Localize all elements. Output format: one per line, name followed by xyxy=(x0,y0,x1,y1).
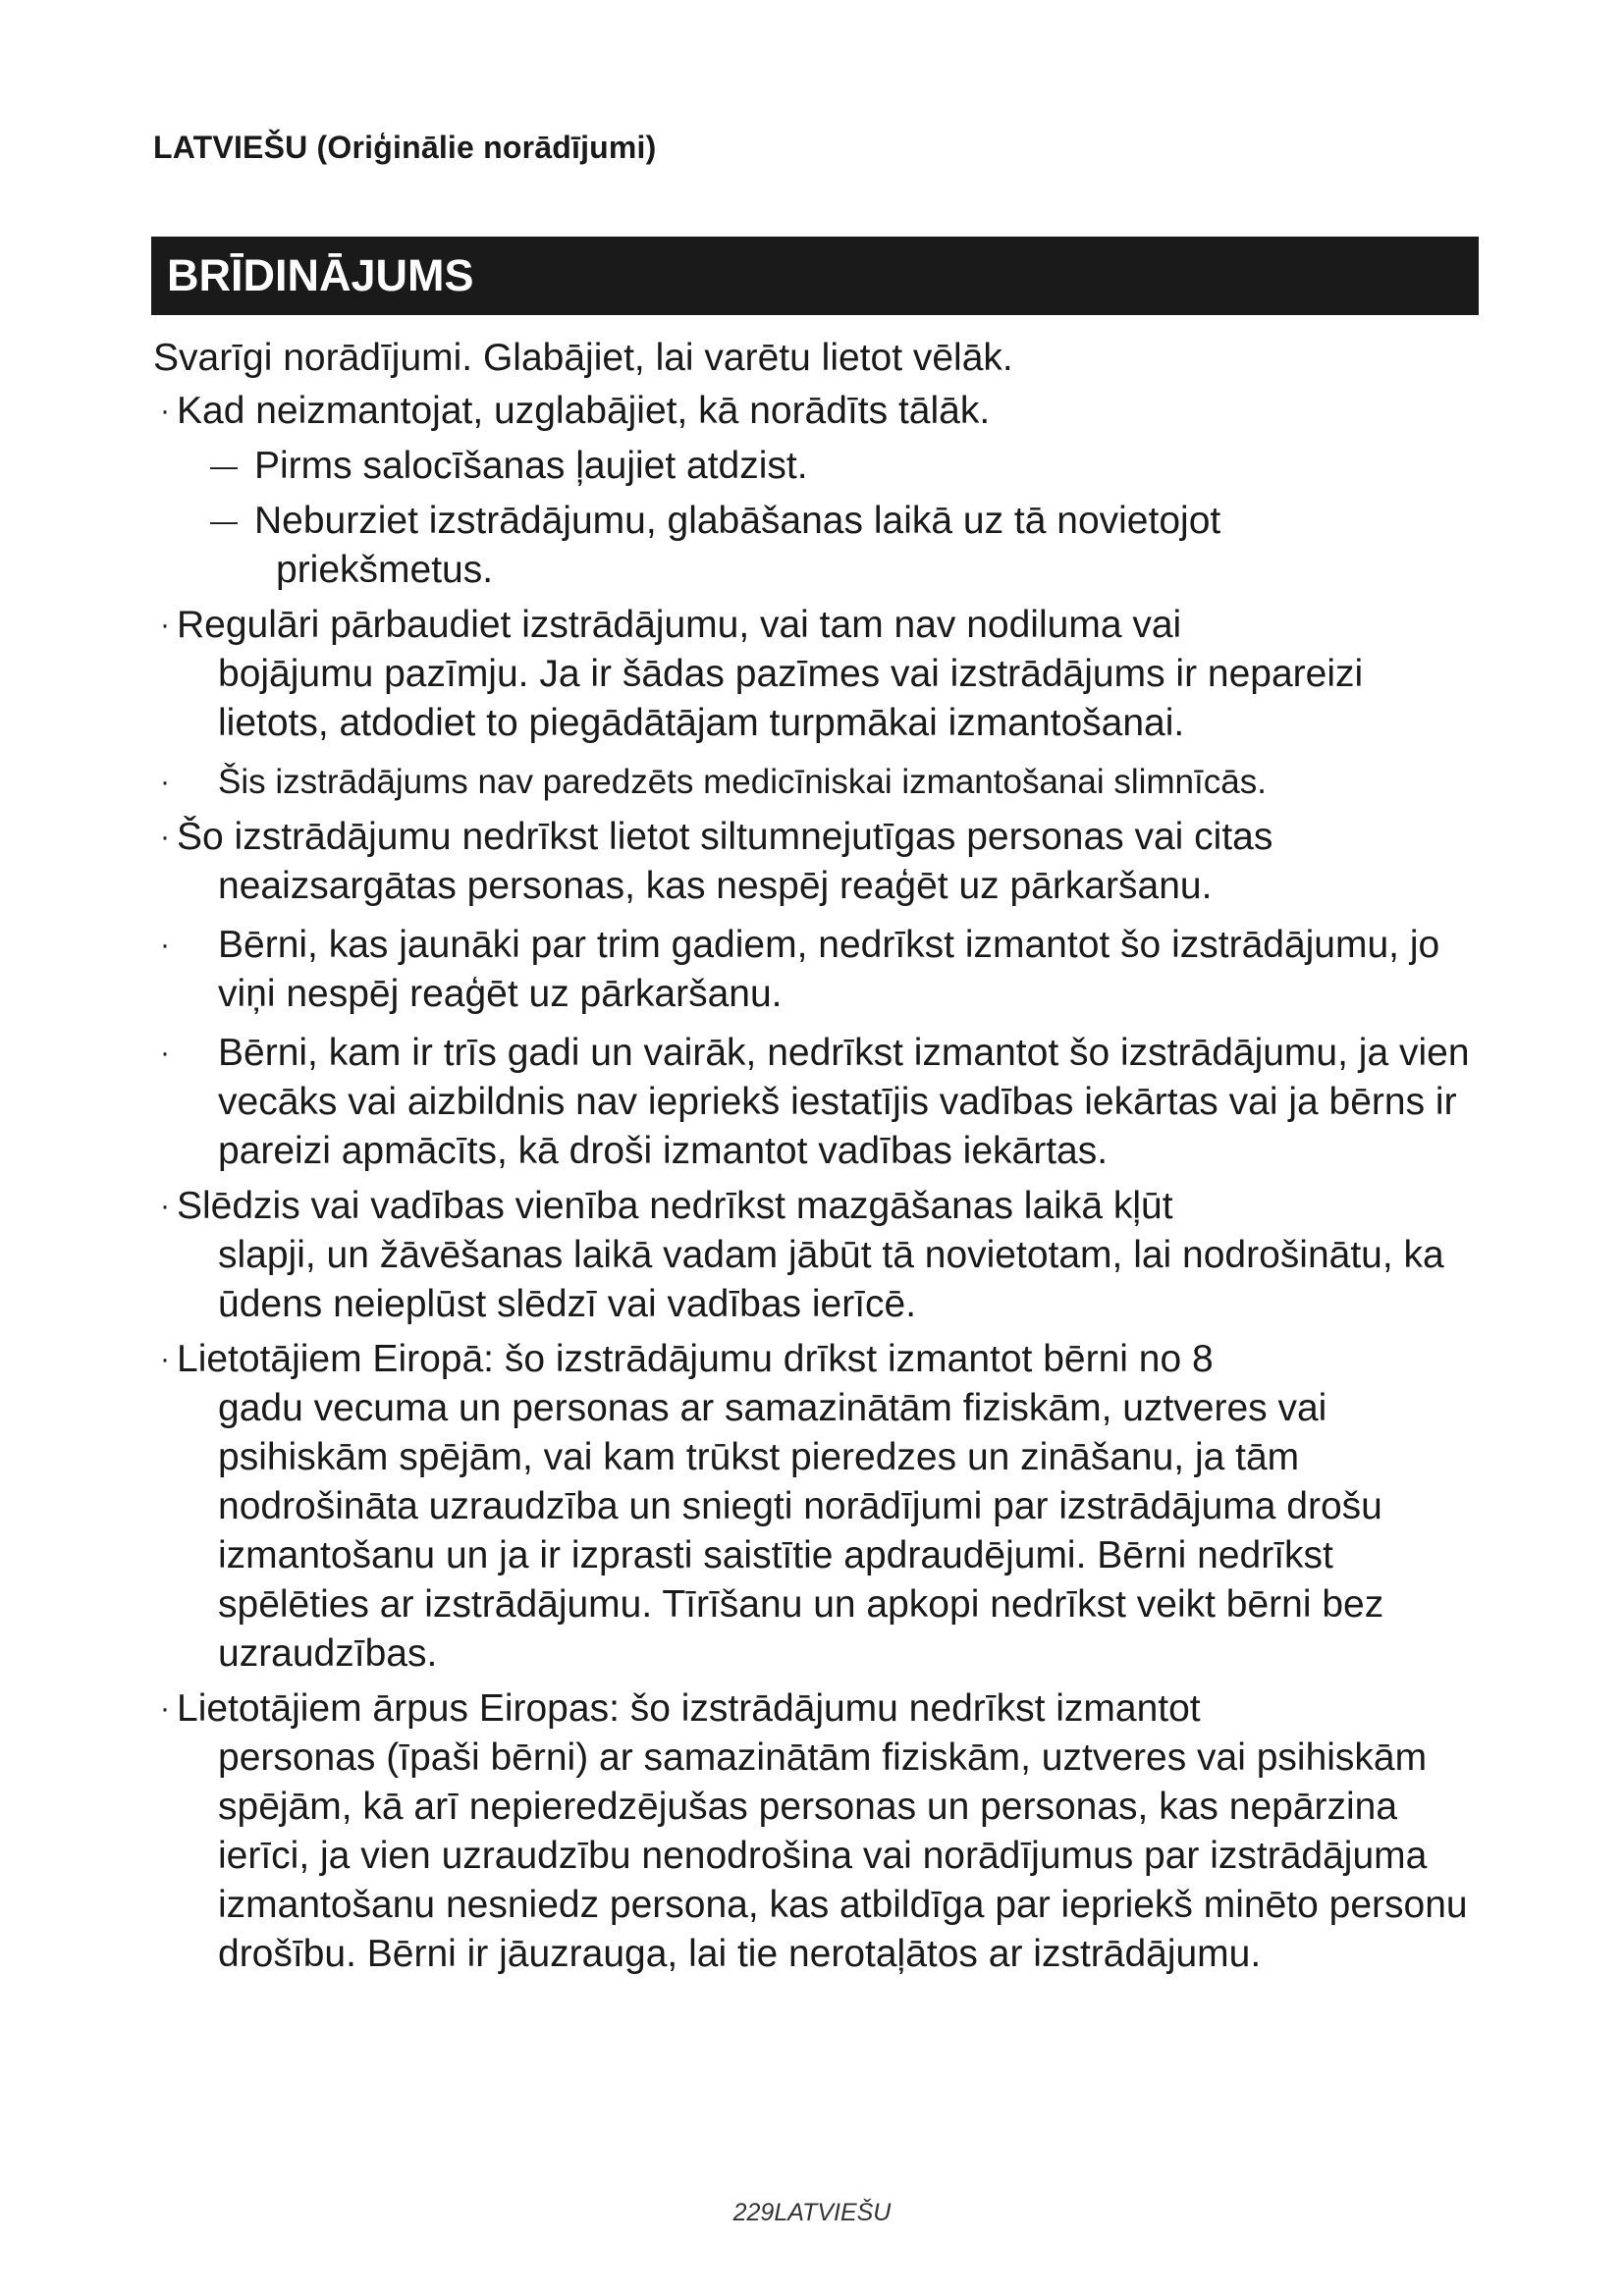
list-item xyxy=(153,1335,1481,1679)
page-header: LATVIEŠU (Oriģinālie norādījumi) xyxy=(153,130,657,165)
item-continuation: neaizsargātas personas, kas nespēj reaģēt uz pārkaršanu. xyxy=(218,865,1213,907)
dash-icon: — xyxy=(210,506,238,536)
warning-content xyxy=(153,334,1481,1979)
item-text: Lietotājiem ārpus Eiropas: šo izstrādājumu nedrīkst izmantot xyxy=(177,1687,1201,1730)
item-text: Regulāri pārbaudiet izstrādājumu, vai tam nav nodiluma vai xyxy=(177,604,1182,646)
bullet-icon: · xyxy=(160,1190,170,1222)
sub-item-text: Neburziet izstrādājumu, glabāšanas laikā uz tā novietojot xyxy=(254,500,1221,542)
item-continuation: gadu vecuma un personas ar samazinātām fiziskām, uztveres vai psihiskām spējām, vai kam trūkst pieredzes un zināšanu, ja tām nodrošināta uzraudzība un sniegti norādījumi par izstrādājuma drošu izmantošanu un ja ir izprasti saistītie apdraudējumi. Bērni nedrīkst spēlēties ar izstrādājumu. Tīrīšanu un apkopi nedrīkst veikt bērni bez uzraudzības. xyxy=(218,1387,1384,1675)
page-footer: 229LATVIEŠU xyxy=(732,2199,892,2226)
bullet-icon: · xyxy=(160,821,170,853)
list-item xyxy=(153,1029,1481,1176)
list-item xyxy=(153,758,1481,807)
intro-text: Svarīgi norādījumi. Glabājiet, lai varētu lietot vēlāk. xyxy=(153,337,1013,379)
sub-list-item xyxy=(153,442,1481,491)
item-continuation: slapji, un žāvēšanas laikā vadam jābūt tā novietotam, lai nodrošinātu, ka ūdens neieplūst slēdzī vai vadības ierīcē. xyxy=(218,1234,1444,1325)
item-text: Bērni, kam ir trīs gadi un vairāk, nedrīkst izmantot šo izstrādājumu, ja vien vecāks vai aizbildnis nav iepriekš iestatījis vadības iekārtas vai ja bērns ir pareizi apmācīts, kā droši izmantot vadības iekārtas. xyxy=(218,1032,1470,1172)
item-text: Slēdzis vai vadības vienība nedrīkst mazgāšanas laikā kļūt xyxy=(177,1185,1173,1227)
list-item xyxy=(153,1182,1481,1329)
bullet-icon: · xyxy=(160,609,170,641)
item-text: Lietotājiem Eiropā: šo izstrādājumu drīkst izmantot bērni no 8 xyxy=(177,1338,1214,1380)
dash-icon: — xyxy=(210,451,238,481)
list-item xyxy=(153,1684,1481,1979)
list-item xyxy=(153,601,1481,748)
bullet-icon: · xyxy=(160,766,170,798)
warning-heading: BRĪDINĀJUMS xyxy=(151,237,1479,315)
sub-list-item xyxy=(153,497,1481,595)
item-continuation: personas (īpaši bērni) ar samazinātām fiziskām, uztveres vai psihiskām spējām, kā arī nepieredzējušas personas un personas, kas nepārzina ierīci, ja vien uzraudzību nenodrošina vai norādījumus par izstrādājuma izmantošanu nesniedz persona, kas atbildīga par iepriekš minēto personu drošību. Bērni ir jāuzrauga, lai tie nerotaļātos ar izstrādājumu. xyxy=(218,1736,1468,1975)
list-item xyxy=(153,387,1481,436)
item-text: Šis izstrādājums nav paredzēts medicīniskai izmantošanai slimnīcās. xyxy=(218,763,1267,801)
sub-item-text: Pirms salocīšanas ļaujiet atdzist. xyxy=(254,445,808,487)
list-item xyxy=(153,813,1481,911)
sub-item-continuation: priekšmetus. xyxy=(276,549,494,591)
item-text: Kad neizmantojat, uzglabājiet, kā norādīts tālāk. xyxy=(177,390,991,432)
bullet-icon: · xyxy=(160,1692,170,1725)
bullet-icon: · xyxy=(160,1343,170,1375)
bullet-icon: · xyxy=(160,1037,170,1069)
bullet-icon: · xyxy=(160,395,170,427)
item-continuation: bojājumu pazīmju. Ja ir šādas pazīmes vai izstrādājums ir nepareizi lietots, atdodiet to piegādātājam turpmākai izmantošanai. xyxy=(218,653,1364,744)
bullet-icon: · xyxy=(160,929,170,961)
list-item xyxy=(153,921,1481,1019)
item-text: Bērni, kas jaunāki par trim gadiem, nedrīkst izmantot šo izstrādājumu, jo viņi nespēj reaģēt uz pārkaršanu. xyxy=(218,924,1440,1015)
item-text: Šo izstrādājumu nedrīkst lietot siltumnejutīgas personas vai citas xyxy=(177,816,1273,858)
